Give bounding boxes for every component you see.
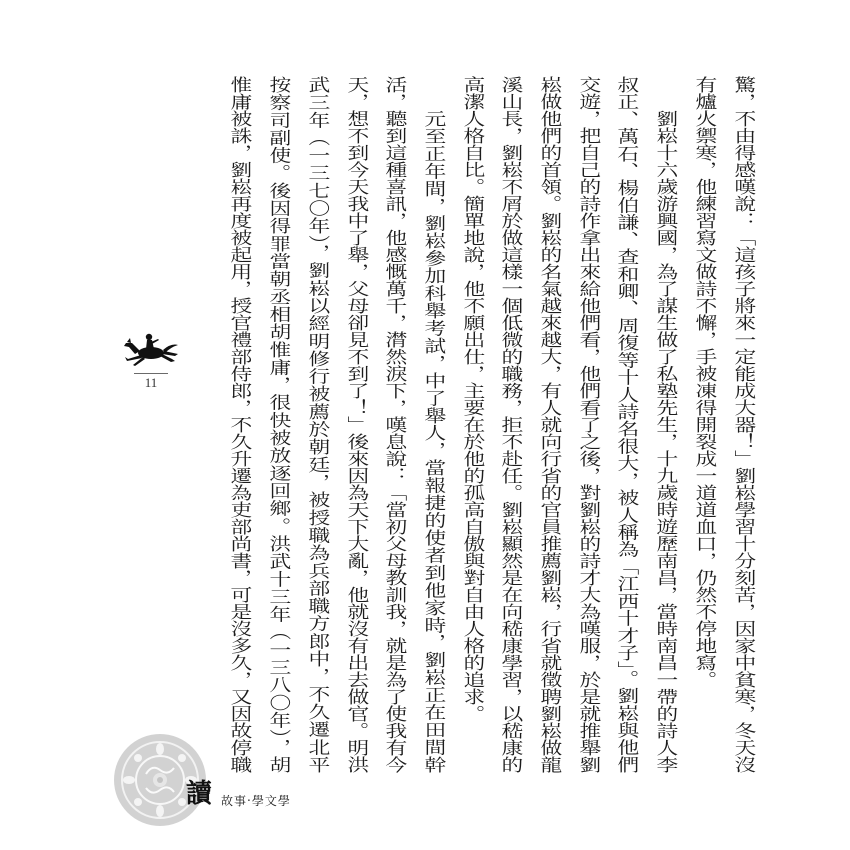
text-column-9: 元至正年間，劉崧參加科舉考試，中了舉人，當報捷的使者到他家時，劉崧正在田間幹 [419, 110, 445, 773]
text-column-3: 劉崧十六歲游興國，為了謀生做了私塾先生，十九歲時遊歷南昌，當時南昌一帶的詩人李 [651, 110, 678, 773]
text-column-12: 武三年（一三七〇年），劉崧以經明修行被薦於朝廷，被授職為兵部職方郎中，不久遷北平 [303, 76, 329, 773]
margin-rule [134, 373, 168, 374]
text-column-14: 惟庸被誅，劉崧再度被起用，授官禮部侍郎，不久升遷為吏部尚書，可是沒多久，又因故停職 [225, 76, 252, 773]
horse-rider-icon [118, 328, 182, 372]
text-column-13: 按察司副使。後因得罪當朝丞相胡惟庸，很快被放逐回鄉。洪武十三年（一三八〇年），胡 [264, 76, 291, 773]
text-column-10: 活，聽到這種喜訊，他感慨萬千，潸然淚下，嘆息說：「當初父母教訓我，就是為了使我有今 [380, 76, 407, 773]
text-column-5: 交遊，把自己的詩作拿出來給他們看，他們看了之後，對劉崧的詩才大為嘆服，於是就推舉劉 [574, 76, 600, 773]
series-logo-char: 讀 [186, 779, 213, 809]
text-column-4: 叔正、萬石、楊伯謙、查和卿、周復等十人詩名很大，被人稱為「江西十才子」。劉崧與他們 [612, 76, 639, 773]
text-column-7: 溪山長，劉崧不屑於做這樣一個低微的職務，拒不赴任。劉崧顯然是在向嵇康學習，以嵇康的 [496, 76, 523, 773]
text-column-11: 天，想不到今天我中了舉，父母卻見不到了！」後來因為天下大亂，他就沒有出去做官。明洪 [341, 76, 368, 773]
text-column-8: 高潔人格自比。簡單地說，他不願出仕，主要在於他的孤高自傲與對自由人格的追求。 [457, 76, 484, 722]
text-column-6: 崧做他們的首領。劉崧的名氣越來越大，有人就向行省的官員推薦劉崧，行省就徵聘劉崧做龍 [535, 76, 561, 773]
series-title: 故事‧學文學 [221, 794, 291, 808]
text-column-1: 驚，不由得感嘆說：「這孩子將來一定能成大器！」劉崧學習十分刻苦，因家中貧寒，冬天沒 [728, 76, 755, 773]
text-column-2: 有爐火禦寒，他練習寫文做詩不懈，手被凍得開裂成一道道血口，仍然不停地寫。 [690, 76, 716, 688]
page-number: 11 [144, 375, 158, 390]
